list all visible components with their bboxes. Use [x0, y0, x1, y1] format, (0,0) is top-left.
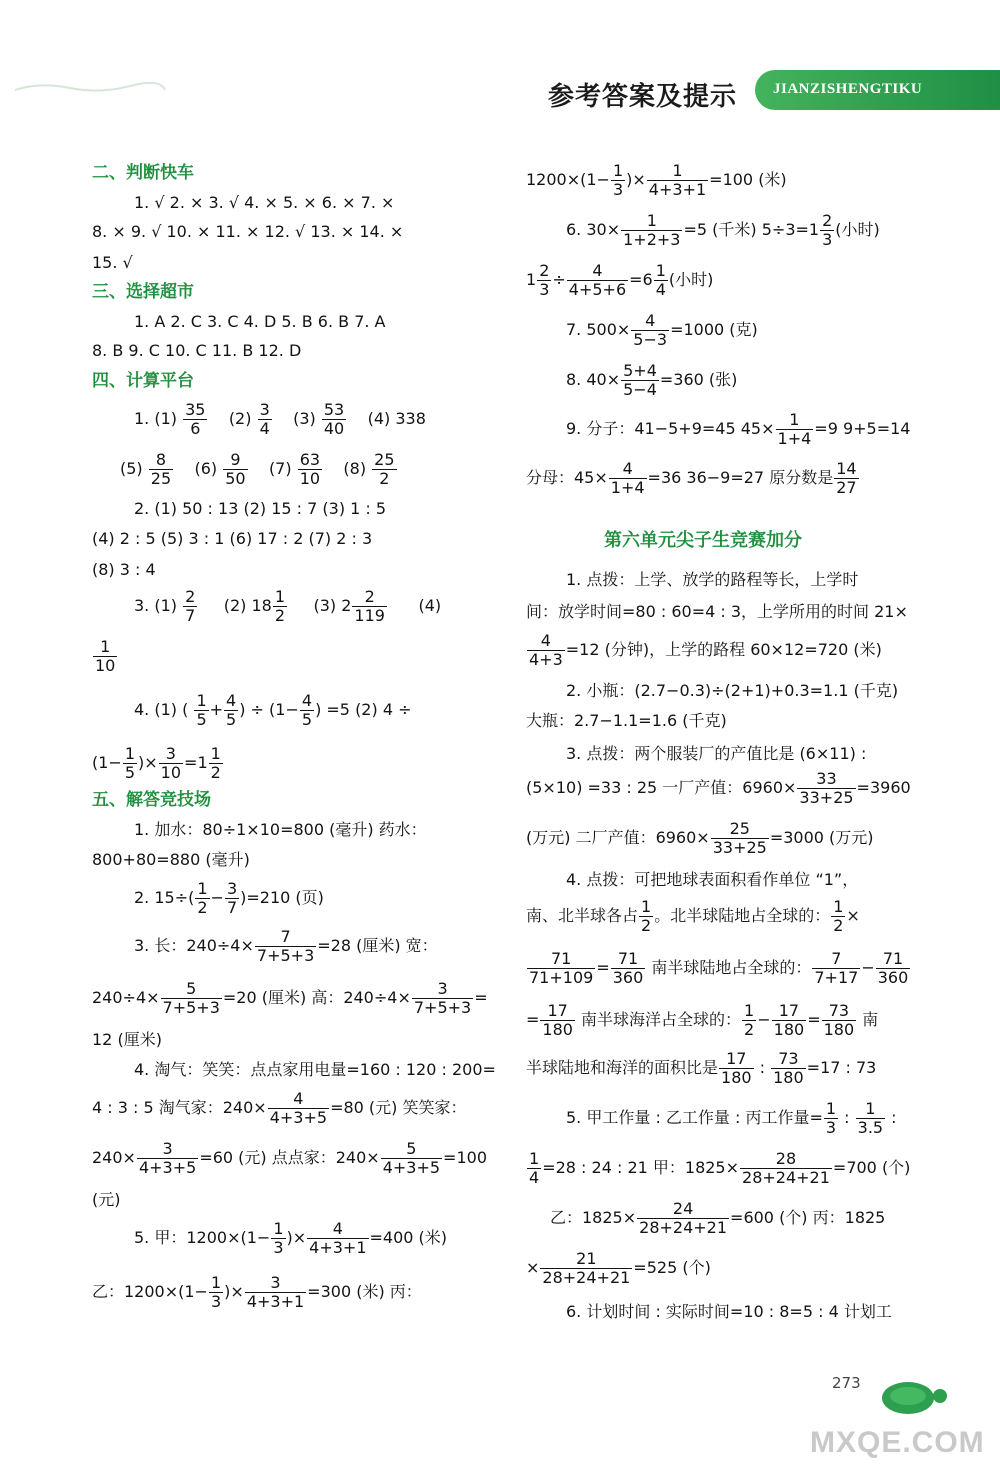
unit-answer-5d: × $\frac{21}{28+24+21}$ =525 (个): [526, 1249, 711, 1287]
unit-answer-1c: $\frac{4}{4+3}$ =12 (分钟)，上学的路程 60×12=720 (米): [529, 631, 882, 669]
solution-3b: 240÷4× $\frac{5}{7+5+3}$ =20 (厘米) 高：240÷4× $\frac{3}{7+5+3}$ =: [92, 979, 488, 1017]
solution-9b: 分母：45× $\frac{4}{1+4}$ =36 36−9=27 原分数是 $\frac{14}{27}$: [526, 459, 857, 497]
solution-2: 2. 15÷( $\frac{1}{2}$ − $\frac{3}{7}$ )=210 (页): [134, 879, 324, 917]
calc-line-3: 3. (1) $\frac{2}{7}$ (2) 18 $\frac{1}{2}$ (3) 2 $\frac{2}{119}$ (4): [134, 587, 442, 625]
section-choice: 三、选择超市: [92, 282, 194, 302]
unit-answer-4b: 南、北半球各占 $\frac{1}{2}$ 。北半球陆地占全球的： $\frac{1}{2}$ ×: [526, 897, 860, 935]
answer-line: 1. 加水：80÷1×10=800 (毫升) 药水：: [134, 820, 427, 839]
solution-4b: 4 : 3 : 5 淘气家：240× $\frac{4}{4+3+5}$ =80 (元) 笑笑家：: [92, 1089, 467, 1127]
answer-line: (4) 2 : 5 (5) 3 : 1 (6) 17 : 2 (7) 2 : 3: [92, 529, 373, 548]
page-number: 273: [832, 1374, 861, 1392]
solution-3a: 3. 长：240÷4× $\frac{7}{7+5+3}$ =28 (厘米) 宽：: [134, 927, 438, 965]
solution-6: 6. 30× $\frac{1}{1+2+3}$ =5 (千米) 5÷3=1 $\frac{2}{3}$ (小时): [566, 211, 880, 249]
answer-line: 2. 小瓶：(2.7−0.3)÷(2+1)+0.3=1.1 (千克): [566, 681, 899, 700]
solution-8: 8. 40× $\frac{5+4}{5-4}$ =360 (张): [566, 361, 738, 399]
section-calculation: 四、计算平台: [92, 371, 194, 391]
answer-line: (8) 3 : 4: [92, 560, 156, 579]
watermark-text: MXQE.COM: [810, 1426, 985, 1459]
answer-line: 4. 点拨：可把地球表面积看作单位 “1”，: [566, 870, 859, 889]
answer-line: (元): [92, 1190, 121, 1209]
brand-text: JIANZISHENGTIKU: [773, 81, 923, 97]
solution-9: 9. 分子：41−5+9=45 45× $\frac{1}{1+4}$ =9 9+5=14: [566, 410, 911, 448]
answer-line: 1. √ 2. × 3. √ 4. × 5. × 6. × 7. ×: [134, 193, 395, 212]
section-solutions: 五、解答竞技场: [92, 790, 211, 810]
unit-answer-5c: 乙：1825× $\frac{24}{28+24+21}$ =600 (个) 丙：1825: [550, 1199, 886, 1237]
answer-line: 4. 淘气：笑笑：点点家用电量=160 : 120 : 200=: [134, 1060, 496, 1079]
unit-answer-4d: = $\frac{17}{180}$ 南半球海洋占全球的： $\frac{1}{2}$ − $\frac{17}{180}$ = $\frac{73}{180}$ 南: [526, 1001, 879, 1039]
solution-7: 7. 500× $\frac{4}{5-3}$ =1000 (克): [566, 311, 758, 349]
solution-6b: 1 $\frac{2}{3}$ ÷ $\frac{4}{4+5+6}$ =6 $\frac{1}{4}$ (小时): [526, 261, 714, 299]
calc-line-4: 4. (1) ( $\frac{1}{5}$ + $\frac{4}{5}$ ) ÷ (1− $\frac{4}{5}$ ) =5 (2) 4 ÷: [134, 691, 412, 729]
answer-line: 3. 点拨：两个服装厂的产值比是 (6×11) :: [566, 744, 867, 763]
answer-line: 1. 点拨：上学、放学的路程等长，上学时: [566, 570, 859, 589]
calc-line-4b: (1− $\frac{1}{5}$ )× $\frac{3}{10}$ =1 $\frac{1}{2}$: [92, 744, 221, 782]
unit-answer-4c: $\frac{71}{71+109}$ = $\frac{71}{360}$ 南半球陆地占全球的： $\frac{7}{7+17}$ − $\frac{71}{360}$: [529, 949, 909, 987]
solution-5b: 乙：1200×(1− $\frac{1}{3}$ )× $\frac{3}{4+3+1}$ =300 (米) 丙：: [92, 1273, 422, 1311]
page-header-title: 参考答案及提示: [548, 82, 738, 112]
header-brand-band: [755, 70, 1000, 110]
faint-scribble: [10, 78, 170, 98]
answer-line: 1. A 2. C 3. C 4. D 5. B 6. B 7. A: [134, 312, 386, 331]
answer-line: 6. 计划时间 : 实际时间=10 : 8=5 : 4 计划工: [566, 1302, 892, 1321]
answer-line: 大瓶：2.7−1.1=1.6 (千克): [526, 711, 727, 730]
unit-answer-5b: $\frac{1}{4}$ =28 : 24 : 21 甲：1825× $\frac{28}{28+24+21}$ =700 (个): [529, 1149, 911, 1187]
answer-line: 12 (厘米): [92, 1030, 162, 1049]
calc-line-2: (5) $\frac{8}{25}$ (6) $\frac{9}{50}$ (7) $\frac{63}{10}$ (8) $\frac{25}{2}$: [120, 450, 395, 488]
unit-answer-4e: 半球陆地和海洋的面积比是 $\frac{17}{180}$ : $\frac{73}{180}$ =17 : 73: [526, 1049, 877, 1087]
unit-answer-3b: (5×10) =33 : 25 一厂产值：6960× $\frac{33}{33+25}$ =3960: [526, 769, 911, 807]
answer-line: 800+80=880 (毫升): [92, 850, 250, 869]
section-judgement: 二、判断快车: [92, 163, 194, 183]
answer-line: 2. (1) 50 : 13 (2) 15 : 7 (3) 1 : 5: [134, 499, 387, 518]
answer-line: 8. × 9. √ 10. × 11. × 12. √ 13. × 14. ×: [92, 222, 404, 241]
solution-5c: 1200×(1− $\frac{1}{3}$ )× $\frac{1}{4+3+1}$ =100 (米): [526, 161, 787, 199]
solution-4c: 240× $\frac{3}{4+3+5}$ =60 (元) 点点家：240× $\frac{5}{4+3+5}$ =100: [92, 1139, 487, 1177]
answer-line: 15. √: [92, 253, 133, 272]
unit-answer-5a: 5. 甲工作量 : 乙工作量 : 丙工作量= $\frac{1}{3}$ : $\frac{1}{3.5}$ :: [566, 1099, 897, 1137]
calc-line-1: 1. (1) $\frac{35}{6}$ (2) $\frac{3}{4}$ (3) $\frac{53}{40}$ (4) 338: [134, 400, 426, 438]
answer-line: 间：放学时间=80 : 60=4 : 3，上学所用的时间 21×: [526, 602, 908, 621]
solution-5a: 5. 甲：1200×(1− $\frac{1}{3}$ )× $\frac{4}{4+3+1}$ =400 (米): [134, 1219, 448, 1257]
calc-line-3b: $\frac{1}{10}$: [95, 637, 116, 675]
unit-six-title: 第六单元尖子生竞赛加分: [604, 530, 802, 551]
unit-answer-3c: (万元) 二厂产值：6960× $\frac{25}{33+25}$ =3000 (万元): [526, 819, 874, 857]
answer-line: 8. B 9. C 10. C 11. B 12. D: [92, 341, 302, 360]
